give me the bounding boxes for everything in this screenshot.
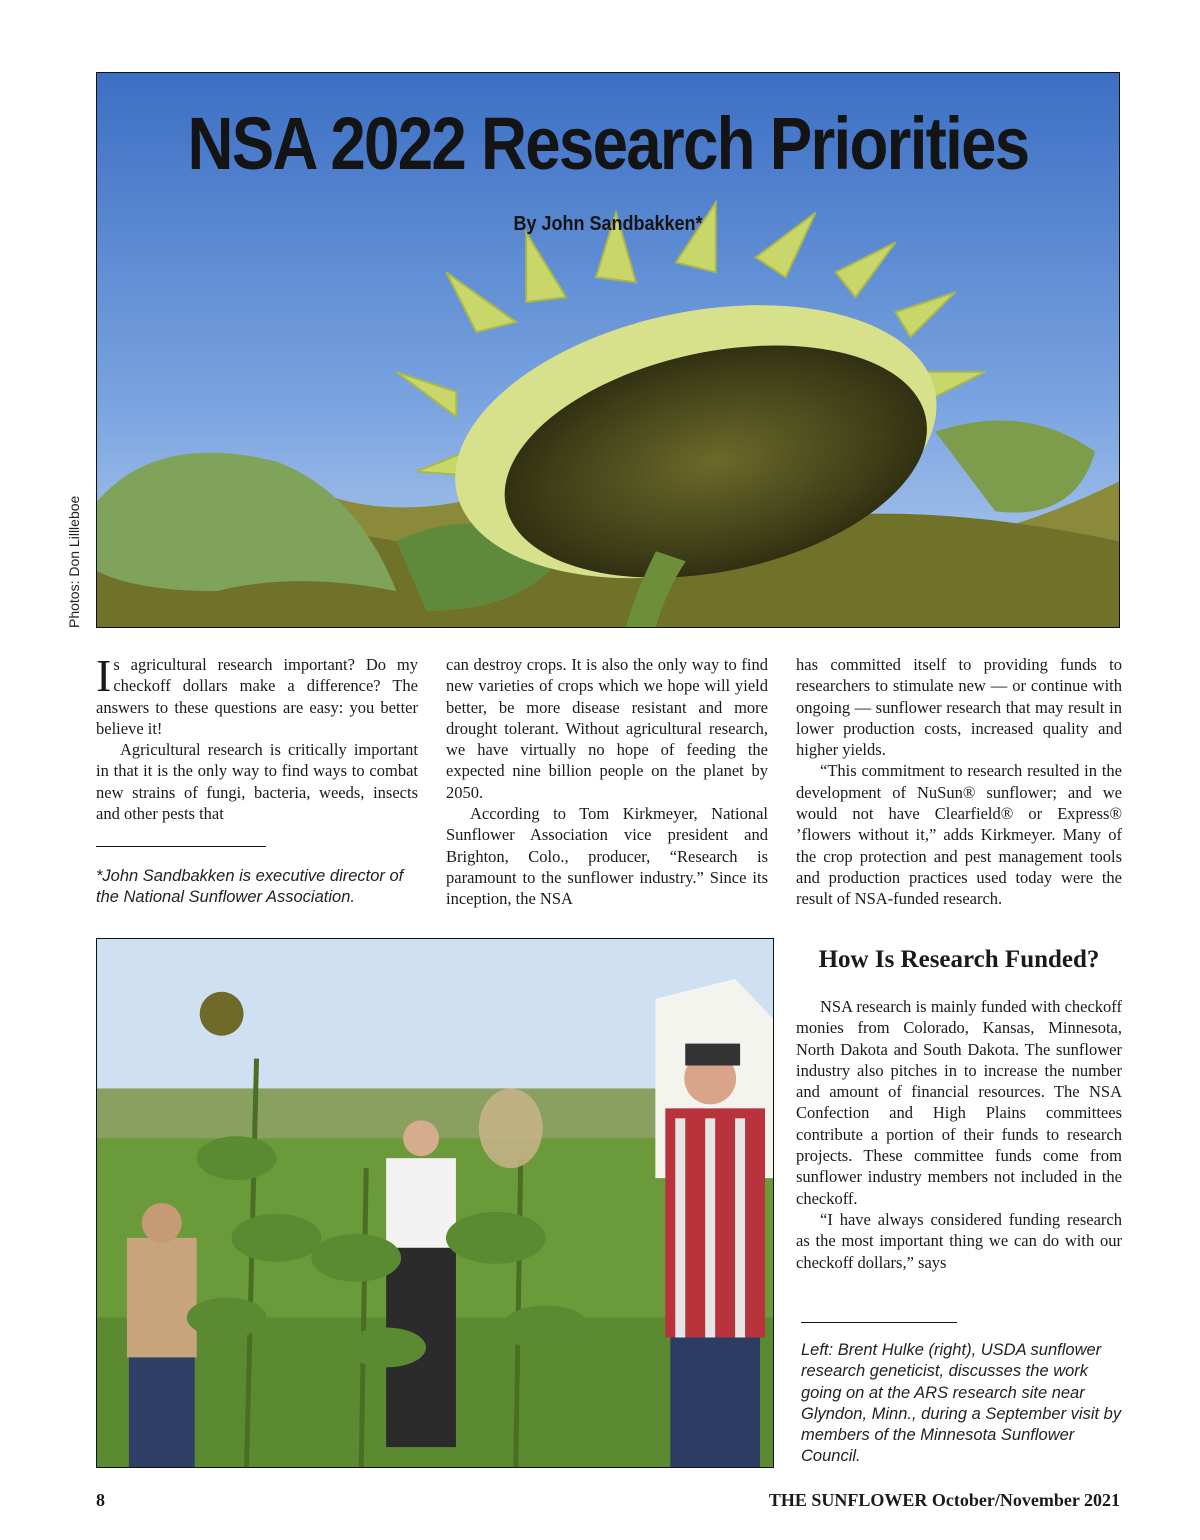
research-site-photo [96, 938, 774, 1468]
photo-credit: Photos: Don Lillleboe [66, 495, 82, 628]
caption-rule [801, 1322, 957, 1323]
article-paragraph: has committed itself to providing funds to researchers to stimulate new — or continue with ongoing — sunflower research that may result in lower production costs, increased quality and higher yields. [796, 655, 1122, 760]
article-paragraph: Agricultural research is critically important in that it is the only way to find ways to combat new strains of fungi, bacteria, weeds, insects and other pests that [96, 740, 418, 824]
article-paragraph: NSA research is mainly funded with checkoff monies from Colorado, Kansas, Minnesota, North Dakota and South Dakota. The sunflower industry also pitches in to increase the number and amount of financial resources. The NSA Confection and High Plains committees contribute a portion of their funds to research projects. These committee funds come from sunflower industry members not included in the checkoff. [796, 997, 1122, 1208]
photo-caption: Left: Brent Hulke (right), USDA sunflower research geneticist, discusses the work going on at the ARS research site near Glyndon, Minn., during a September visit by members of the Minnesota Sunflower Council. [801, 1341, 1122, 1466]
article-column-2 [446, 654, 768, 910]
page-title: NSA 2022 Research Priorities [187, 102, 1029, 185]
byline: By John Sandbakken* [513, 213, 703, 235]
article-column-1 [96, 650, 418, 824]
intro-text: s agricultural research important? Do my checkoff dollars make a difference? The answers to these questions are easy: you better believe it! [96, 655, 418, 738]
page-number: 8 [96, 1490, 105, 1510]
article-paragraph: “This commitment to research resulted in the development of NuSun® sunflower; and we would not have Clearfield® or Express® ’flowers without it,” adds Kirkmeyer. Many of the crop protection and pest management tools and production practices used today were the result of NSA-funded research. [796, 761, 1122, 909]
section-heading: How Is Research Funded? [818, 946, 1100, 973]
field-group-image [97, 939, 773, 1467]
article-paragraph: can destroy crops. It is also the only way to find new varieties of crops which we hope will yield better, be more disease resistant and more drought tolerant. Without agricultural research, we have virtually no hope of feeding the expected nine billion people on the planet by 2050. [446, 655, 768, 802]
author-footnote: *John Sandbakken is executive director of the National Sunflower Association. [96, 867, 404, 906]
drop-cap: I [96, 650, 112, 701]
publication-footer: THE SUNFLOWER October/November 2021 [768, 1490, 1120, 1510]
article-paragraph: “I have always considered funding research as the most important thing we can do with our checkoff dollars,” says [796, 1209, 1122, 1272]
article-paragraph [96, 650, 418, 739]
hero-photo [96, 72, 1120, 628]
footnote-rule [96, 846, 266, 847]
article-column-3-lower [796, 996, 1122, 1273]
article-column-3 [796, 654, 1122, 910]
article-paragraph: According to Tom Kirkmeyer, National Sunflower Association vice president and Brighton, Colo., producer, “Research is paramount to the sunflower industry.” Since its inception, the NSA [446, 804, 768, 909]
